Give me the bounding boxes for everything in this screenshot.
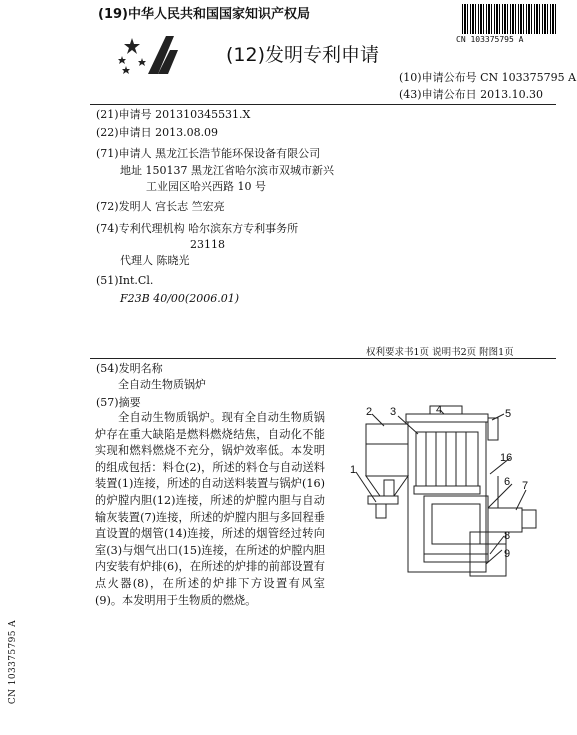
figure-label-9: 9 (504, 548, 511, 560)
side-publication-number: CN 103375795 A (8, 620, 18, 705)
office-name: (19)中华人民共和国国家知识产权局 (98, 7, 310, 22)
figure-label-4: 4 (436, 404, 443, 416)
publication-date: (43)申请公布日 2013.10.30 (399, 88, 544, 101)
publication-number: (10)申请公布号 CN 103375795 A (399, 71, 577, 84)
inventors: (72)发明人 宫长志 竺宏亮 (96, 200, 225, 213)
document-type: (12)发明专利申请 (226, 44, 380, 66)
application-date: (22)申请日 2013.08.09 (96, 126, 219, 139)
figure-label-7: 7 (522, 480, 529, 492)
barcode-number: CN 103375795 A (456, 35, 524, 44)
int-cl-label: (51)Int.Cl. (96, 274, 154, 287)
address-line-1: 地址 150137 黑龙江省哈尔滨市双城市新兴 (120, 164, 334, 177)
applicant: (71)申请人 黑龙江长浩节能环保设备有限公司 (96, 147, 321, 160)
figure-label-6: 6 (504, 476, 511, 488)
figure-label-2: 2 (366, 406, 373, 418)
address-line-2: 工业园区哈兴西路 10 号 (146, 180, 266, 193)
patent-agency-code: 23118 (190, 238, 225, 251)
figure-label-1: 1 (350, 464, 357, 476)
boiler-figure (340, 404, 548, 590)
figure-label-16: 16 (500, 452, 513, 464)
abstract-text: 全自动生物质锅炉。现有全自动生物质锅炉存在重大缺陷是燃料燃烧结焦，自动化不能实现和燃料燃烧不充分，锅炉效率低。本发明的组成包括：料仓(2)，所述的料仓与自动送料装置(1)连接，所述的自动送料装置与锅炉(16)的炉膛内胆(12)连接，所述的炉膛内胆与自动输灰装置(7)连接，所述的炉膛内胆与多回程垂直设置的烟管(14)连接，所述的烟管经过转向室(3)与烟气出口(15)连接，在所述的炉膛内胆内安装有炉排(6)，在所述的炉排的前部设置有点火器(8)，在所述的炉排下方设置有风室(9)。本发明用于生物质的燃烧。 (95, 411, 325, 607)
figure-label-5: 5 (505, 408, 512, 420)
agent: 代理人 陈晓光 (120, 254, 190, 267)
pages-info: 权利要求书1页 说明书2页 附图1页 (366, 347, 514, 358)
invention-title: 全自动生物质锅炉 (118, 378, 206, 391)
emblem-icon (118, 34, 180, 80)
mid-rule (90, 358, 556, 359)
barcode (462, 4, 556, 34)
figure-label-8: 8 (504, 530, 511, 542)
patent-agency: (74)专利代理机构 哈尔滨东方专利事务所 (96, 222, 299, 235)
header-rule (90, 104, 556, 105)
figure-label-3: 3 (390, 406, 397, 418)
ipc-code: F23B 40/00(2006.01) (120, 292, 239, 305)
abstract-label: (57)摘要 (96, 396, 141, 409)
title-label: (54)发明名称 (96, 362, 163, 375)
application-number: (21)申请号 201310345531.X (96, 108, 251, 121)
